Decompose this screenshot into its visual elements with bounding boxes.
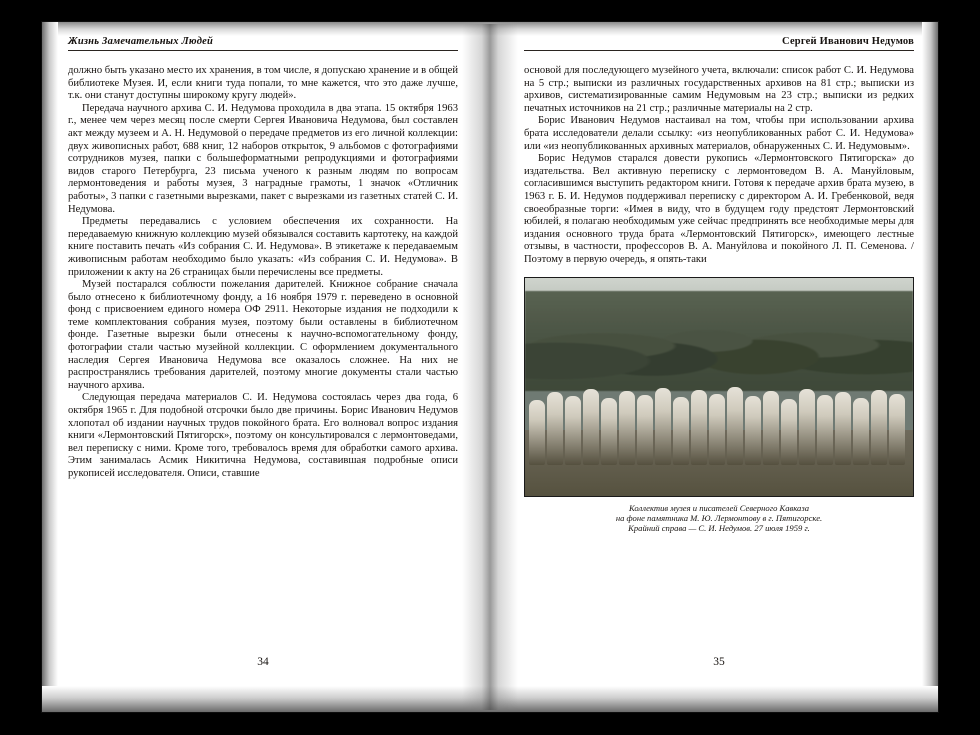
paragraph: Музей постарался соблюсти пожелания дарителей. Книжное собрание сначала было отнесено к библиотечному фонду, а 16 ноября 1979 г. переведено в основной фонд с присвоением единого номера ОФ 2911. Некоторые издания не подходили к теме комплектования собрания музея, поэтому были оставлены в библиотечном фонде. Газетные вырезки были отнесены к научно-вспомогательному фонду, фотографии стали частью музейной коллекции. С оформлением документального наследия Сергея Ивановича Недумова все оказалось сложнее. На них не распространялись требования дарителей, поэтому многие документы стали частью научного архива. — [68, 279, 458, 391]
page-edge-right — [922, 22, 938, 712]
paragraph: Следующая передача материалов С. И. Недумова состоялась через два года, 6 октября 1965 г. Для подобной отсрочки было две причины. Борис Иванович Недумов хлопотал об издании научных трудов покойного брата. Его волновал вопрос издания книги «Лермонтовский Пятигорск», поэтому он консультировался с лермонтоведами, вел переписку с ними. Кроме того, требовалось время для обработки самого архива. Этим занималась Асмик Никитична Недумова, составившая подробные описи рукописей исследователя. Описи, ставшие — [68, 392, 458, 479]
photo-caption — [524, 503, 914, 534]
photo-caption-line-1: Коллектив музея и писателей Северного Кавказа — [628, 502, 809, 513]
photo-people — [525, 360, 913, 465]
body-text-right — [524, 65, 914, 267]
paragraph: Борис Иванович Недумов настаивал на том, чтобы при использовании архива брата исследователи делали ссылку: «из неопубликованных работ С. И. Недумова» или «из неопубликованных архивных материалов, обнаруженных С. И. Недумовым». — [524, 115, 914, 152]
photo-caption-line-2: на фоне памятника М. Ю. Лермонтову в г. Пятигорске. — [615, 512, 823, 523]
paragraph: Борис Недумов старался довести рукопись «Лермонтовского Пятигорска» до издательства. Вел активную переписку с лермонтоведом В. А. Мануйловым, согласившимся выступить редактором книги. Готовя к передаче архив брата музею, в 1963 г. Б. И. Недумов поддерживал переписку с директором А. И. Гребенковой, ведя своеобразные торги: «Имея в виду, что в будущем году предстоят Лермонтовский юбилей, я полагаю необходимым уже сейчас предпринять все необходимые меры для издания основного труда брата «Лермонтовский Пятигорск», имеющего лестные отзывы, в частности, профессоров В. А. Мануйлова и покойного Л. П. Семенова. / Поэтому в первую очередь, я опять-таки — [524, 153, 914, 265]
page-edge-left — [42, 22, 58, 712]
running-head-chapter: Сергей Иванович Недумов — [524, 36, 914, 51]
paragraph: основой для последующего музейного учета, включали: список работ С. И. Недумова на 5 стр.; выписки из различных государственных архивов на 81 стр.; выписки из архивов, систематизированные самим Недумовым на 23 стр.; выписки из редких печатных источников на 21 стр.; различные материалы на 2 стр. — [524, 65, 914, 114]
body-text-left — [68, 65, 458, 481]
paragraph: Передача научного архива С. И. Недумова проходила в два этапа. 15 октября 1963 г., менее чем через месяц после смерти Сергея Ивановича Недумова, был составлен акт между музеем и А. Н. Недумовой о передаче предметов из его личной коллекции: двух живописных работ, 688 книг, 12 наборов открыток, 9 альбомов с фотографиями сотрудников музея, папки с большеформатными репродукциями и фотографиями видов старого Петербурга, 23 письма ученого к разным людям по вопросам лермонтоведения и работы музея, 3 наградные грамоты, 1 значок «Отличник работы», 3 папки с газетными вырезками, пакет с вырезками из газетных статей С. И. Недумова. — [68, 102, 458, 215]
page-number-left: 34 — [257, 656, 269, 668]
page-edge-top — [42, 22, 938, 36]
paragraph: должно быть указано место их хранения, в том числе, я допускаю хранение и в общей библиотеке Музея. И, если книги туда попали, то мне кажется, что это даже лучше, т.к. они станут доступны широкому кругу людей». — [68, 65, 458, 102]
photo-caption-line-3: Крайний справа — С. И. Недумов. 27 июля 1959 г. — [628, 523, 810, 534]
running-head-series: Жизнь Замечательных Людей — [68, 36, 458, 51]
page-edge-bottom — [42, 686, 938, 712]
photo-block — [524, 277, 914, 534]
page-number-right: 35 — [713, 656, 725, 668]
page-left — [68, 36, 458, 682]
group-photo — [524, 277, 914, 497]
page-right — [524, 36, 914, 682]
paragraph: Предметы передавались с условием обеспечения их сохранности. На передаваемую книжную коллекцию музей обязывался составить картотеку, на каждой книге поставить печать «Из собрания С. И. Недумова». В этикетаже к передаваемым живописным работам необходимо было указать: «Из собрания С. И. Недумова». В приложении к акту на 26 страницах были перечислены все предметы. — [68, 216, 458, 278]
